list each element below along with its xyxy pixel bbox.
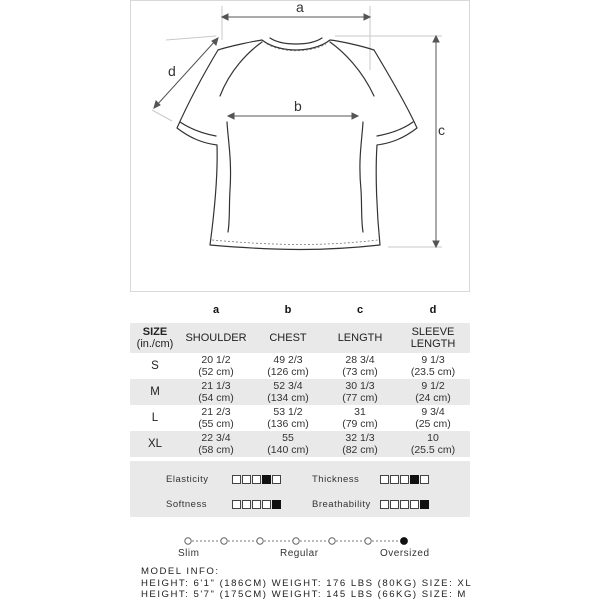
- model-info-line-1: HEIGHT: 6'1" (186CM) WEIGHT: 176 LBS (80KG) SIZE: XL: [141, 577, 473, 589]
- rating-box-filled: [262, 475, 271, 484]
- rating-box-filled: [272, 500, 281, 509]
- shoulder-cell: 21 2/3 (55 cm): [198, 406, 234, 430]
- table-row-m: [130, 379, 470, 405]
- rating-thickness: [312, 474, 429, 485]
- rating-box-empty: [420, 475, 429, 484]
- shoulder-cell: 20 1/2 (52 cm): [198, 354, 234, 378]
- length-cell: 31 (79 cm): [342, 406, 378, 430]
- column-letter-b: b: [284, 304, 292, 316]
- chest-cell: 55 (140 cm): [267, 432, 309, 456]
- rating-label: Thickness: [312, 474, 360, 485]
- rating-label: Softness: [166, 499, 207, 510]
- length-cell: 30 1/3 (77 cm): [342, 380, 378, 404]
- rating-box-empty: [232, 500, 241, 509]
- rating-boxes: [380, 475, 429, 484]
- rating-box-empty: [400, 500, 409, 509]
- sleeve-cell: 9 3/4 (25 cm): [415, 406, 451, 430]
- column-letter-a: a: [212, 304, 220, 316]
- rating-box-empty: [242, 475, 251, 484]
- rating-boxes: [232, 475, 281, 484]
- size-table: [130, 297, 470, 457]
- table-column-letters: [130, 297, 470, 323]
- rating-box-empty: [380, 500, 389, 509]
- rating-label: Breathability: [312, 499, 371, 510]
- size-cell: XL: [147, 438, 163, 450]
- guide-lines: [152, 6, 442, 247]
- fit-point: [329, 538, 335, 544]
- rating-softness: [166, 499, 281, 510]
- fit-point: [185, 538, 191, 544]
- chest-cell: 49 2/3 (126 cm): [267, 354, 309, 378]
- fit-point: [257, 538, 263, 544]
- fit-scale-track: [130, 530, 470, 550]
- table-row-xl: [130, 431, 470, 457]
- size-diagram: [130, 0, 470, 292]
- rating-box-empty: [390, 500, 399, 509]
- shoulder-cell: 22 3/4 (58 cm): [198, 432, 234, 456]
- table-row-s: [130, 353, 470, 379]
- rating-box-empty: [272, 475, 281, 484]
- rating-box-filled: [410, 475, 419, 484]
- dim-label-d: d: [168, 63, 176, 79]
- rating-box-empty: [262, 500, 271, 509]
- rating-box-empty: [380, 475, 389, 484]
- chest-cell: 52 3/4 (134 cm): [267, 380, 309, 404]
- rating-breathability: [312, 499, 429, 510]
- header-length: LENGTH: [337, 332, 383, 344]
- rating-label: Elasticity: [166, 474, 209, 485]
- model-info-line-2: HEIGHT: 5'7" (175CM) WEIGHT: 145 LBS (66KG) SIZE: M: [141, 589, 467, 600]
- fit-point-selected: [401, 538, 408, 545]
- tshirt-stitching: [212, 44, 378, 245]
- sleeve-cell: 9 1/3 (23.5 cm): [410, 354, 456, 378]
- dim-label-b: b: [294, 98, 302, 114]
- length-cell: 32 1/3 (82 cm): [342, 432, 378, 456]
- rating-box-filled: [420, 500, 429, 509]
- fit-point: [365, 538, 371, 544]
- column-letter-blank: [130, 297, 180, 323]
- fit-label-slim: Slim: [178, 548, 200, 559]
- tshirt-diagram: [130, 0, 470, 292]
- size-cell: L: [151, 412, 159, 424]
- size-cell: S: [151, 360, 159, 372]
- header-chest: CHEST: [269, 332, 307, 344]
- rating-box-empty: [252, 475, 261, 484]
- table-row-l: [130, 405, 470, 431]
- fit-point: [293, 538, 299, 544]
- rating-box-empty: [232, 475, 241, 484]
- rating-boxes: [380, 500, 429, 509]
- dim-label-c: c: [438, 122, 445, 138]
- header-sleeve-length: SLEEVE LENGTH: [410, 326, 456, 350]
- rating-box-empty: [390, 475, 399, 484]
- table-header-row: [130, 323, 470, 353]
- header-size: SIZE (in./cm): [136, 326, 174, 350]
- fit-label-regular: Regular: [280, 548, 319, 559]
- size-cell: M: [150, 386, 160, 398]
- sleeve-cell: 9 1/2 (24 cm): [415, 380, 451, 404]
- rating-elasticity: [166, 474, 281, 485]
- header-shoulder: SHOULDER: [185, 332, 247, 344]
- rating-box-empty: [242, 500, 251, 509]
- fit-label-oversized: Oversized: [380, 548, 430, 559]
- fabric-ratings: [130, 461, 470, 517]
- model-info: [141, 566, 471, 601]
- dim-label-a: a: [296, 0, 304, 15]
- model-info-title: MODEL INFO:: [141, 566, 220, 577]
- column-letter-d: d: [429, 304, 437, 316]
- sleeve-cell: 10 (25.5 cm): [410, 432, 456, 456]
- tshirt-outline: [177, 38, 417, 250]
- chest-cell: 53 1/2 (136 cm): [267, 406, 309, 430]
- rating-box-empty: [400, 475, 409, 484]
- length-cell: 28 3/4 (73 cm): [342, 354, 378, 378]
- rating-box-empty: [252, 500, 261, 509]
- column-letter-c: c: [356, 304, 364, 316]
- rating-boxes: [232, 500, 281, 509]
- rating-box-empty: [410, 500, 419, 509]
- fit-scale: [130, 530, 470, 564]
- fit-point: [221, 538, 227, 544]
- shoulder-cell: 21 1/3 (54 cm): [198, 380, 234, 404]
